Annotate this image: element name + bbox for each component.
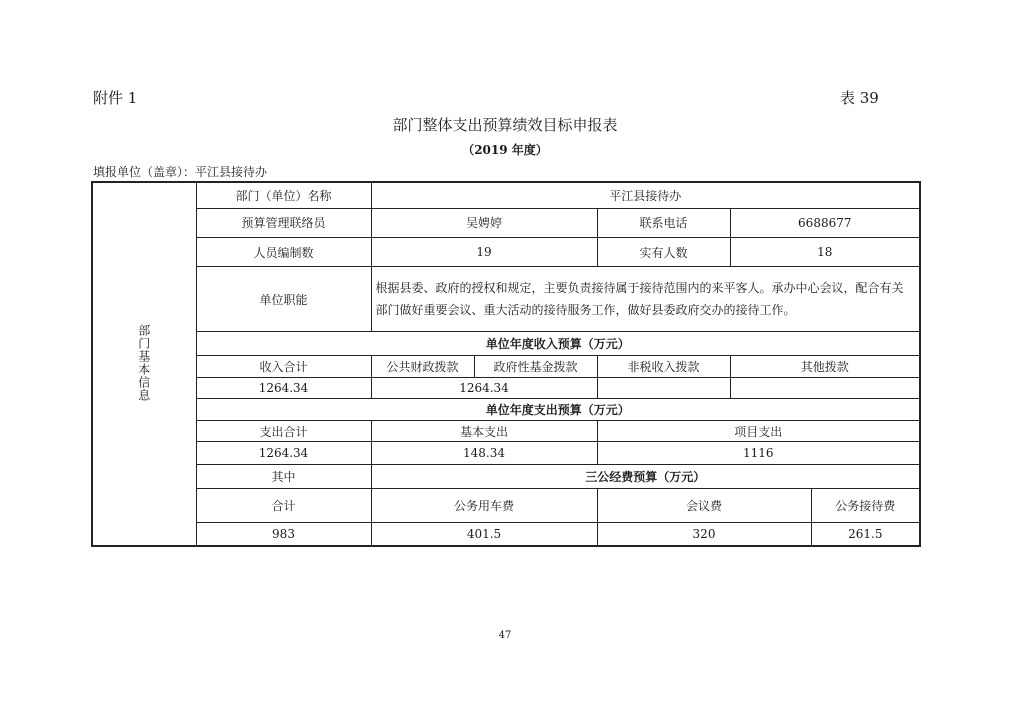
dept-name-label: 部门（单位）名称 xyxy=(196,182,371,208)
side-label-cell xyxy=(92,182,196,546)
phone-label: 联系电话 xyxy=(597,208,730,237)
performance-goal-table xyxy=(91,181,921,547)
annex-label: 附件 1 xyxy=(93,89,138,107)
actual-staff-value: 18 xyxy=(730,238,920,267)
contact-label: 预算管理联络员 xyxy=(196,208,371,237)
three-header-reception: 公务接待费 xyxy=(811,488,920,522)
income-public-value: 1264.34 xyxy=(371,377,597,398)
of-which-label: 其中 xyxy=(196,464,371,488)
income-section-title: 单位年度收入预算（万元） xyxy=(196,332,920,356)
staff-quota-label: 人员编制数 xyxy=(196,238,371,267)
page-number: 47 xyxy=(498,630,512,641)
side-label: 部门基本信息 xyxy=(136,323,151,402)
expense-header-total: 支出合计 xyxy=(196,421,371,442)
contact-value: 吴娉婷 xyxy=(371,208,597,237)
expense-total-value: 1264.34 xyxy=(196,442,371,464)
actual-staff-label: 实有人数 xyxy=(597,238,730,267)
duty-text: 根据县委、政府的授权和规定，主要负责接待属于接待范围内的来平客人。承办中心会议，配合有关部门做好重要会议、重大活动的接待服务工作，做好县委政府交办的接待工作。 xyxy=(371,267,920,332)
reporting-unit: 填报单位（盖章）：平江县接待办 xyxy=(93,165,268,179)
three-header-vehicle: 公务用车费 xyxy=(371,488,597,522)
document-title: 部门整体支出预算绩效目标申报表 xyxy=(392,116,618,134)
three-reception-value: 261.5 xyxy=(811,523,920,546)
income-header-fund: 政府性基金拨款 xyxy=(474,356,597,377)
income-other-value xyxy=(730,377,920,398)
expense-header-project: 项目支出 xyxy=(597,421,920,442)
expense-header-basic: 基本支出 xyxy=(371,421,597,442)
income-header-public: 公共财政拨款 xyxy=(371,356,474,377)
expense-section-title: 单位年度支出预算（万元） xyxy=(196,398,920,420)
dept-name-value: 平江县接待办 xyxy=(371,182,920,208)
three-total-value: 983 xyxy=(196,523,371,546)
income-total-value: 1264.34 xyxy=(196,377,371,398)
expense-project-value: 1116 xyxy=(597,442,920,464)
three-header-meeting: 会议费 xyxy=(597,488,811,522)
three-vehicle-value: 401.5 xyxy=(371,523,597,546)
expense-basic-value: 148.34 xyxy=(371,442,597,464)
three-header-total: 合计 xyxy=(196,488,371,522)
income-nontax-value xyxy=(597,377,730,398)
staff-quota-value: 19 xyxy=(371,238,597,267)
fiscal-year: （2019 年度） xyxy=(462,143,548,157)
income-header-nontax: 非税收入拨款 xyxy=(597,356,730,377)
three-public-section-title: 三公经费预算（万元） xyxy=(371,464,920,488)
income-header-other: 其他拨款 xyxy=(730,356,920,377)
income-header-total: 收入合计 xyxy=(196,356,371,377)
three-meeting-value: 320 xyxy=(597,523,811,546)
duty-label: 单位职能 xyxy=(196,267,371,332)
phone-value: 6688677 xyxy=(730,208,920,237)
table-number: 表 39 xyxy=(840,89,879,107)
